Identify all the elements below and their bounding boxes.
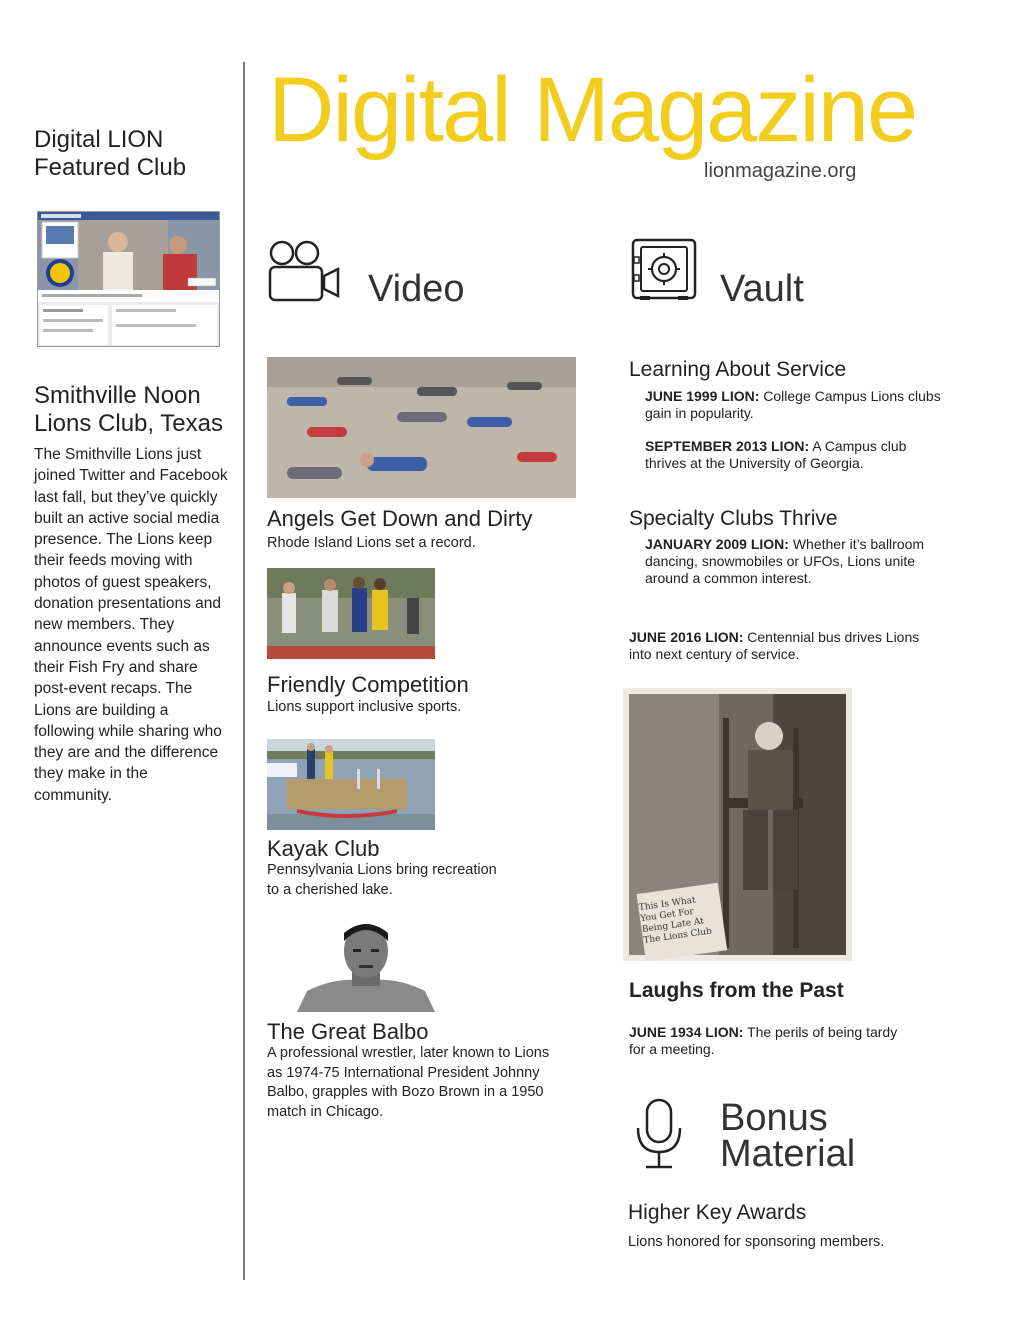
club-title (34, 382, 223, 438)
vault-entry-june-2016[interactable] (629, 629, 919, 663)
column-divider (243, 62, 245, 1280)
sidebar-heading-line2: Featured Club (34, 154, 187, 181)
tardy-sign-text: This Is What You Get For Being Late At The Lions Club (638, 895, 713, 946)
balbo-photo[interactable] (297, 921, 435, 1012)
story-desc-balbo-line1: A professional wrestler, later known to Lions (267, 1045, 550, 1061)
vault-entry-text: thrives at the University of Georgia. (645, 455, 864, 471)
vault-entry-text: Centennial bus drives Lions (743, 629, 920, 645)
kayak-photo[interactable] (267, 739, 435, 830)
sidebar-heading (34, 126, 186, 182)
story-title-competition[interactable]: Friendly Competition (267, 672, 469, 697)
vault-entry-issue: JUNE 1934 LION: (629, 1024, 744, 1040)
facebook-page-thumbnail[interactable] (37, 211, 220, 347)
bonus-label-line1: Bonus (720, 1097, 828, 1139)
vault-entry-text: gain in popularity. (645, 405, 754, 421)
story-title-kayak[interactable]: Kayak Club (267, 836, 380, 861)
vault-entry-text: A Campus club (809, 438, 907, 454)
club-body-text: The Smithville Lions just joined Twitter and Facebook last fall, but they’ve quickly built an active social media presence. The Lions keep their feeds moving with photos of guest speakers, donation presentations and new members. They announce events such as their Fish Fry and share post-event recaps. The Lions are building a following while sharing who they are and the difference they make in the community. (34, 446, 228, 804)
vault-entry-issue: JUNE 1999 LION: (645, 388, 760, 404)
bonus-label (720, 1097, 856, 1175)
club-title-line2: Lions Club, Texas (34, 410, 223, 437)
vault-entry-jan-2009[interactable] (645, 536, 924, 587)
vault-entry-issue: JANUARY 2009 LION: (645, 536, 789, 552)
club-title-line1: Smithville Noon (34, 382, 201, 409)
safe-icon (630, 237, 698, 307)
vault-entry-text: College Campus Lions clubs (759, 388, 941, 404)
vault-section-title-specialty[interactable]: Specialty Clubs Thrive (629, 507, 838, 530)
bonus-item-title[interactable]: Higher Key Awards (628, 1201, 807, 1224)
story-desc-balbo-line4: match in Chicago. (267, 1103, 384, 1120)
vault-entry-text: into next century of service. (629, 646, 800, 662)
vault-entry-text: for a meeting. (629, 1041, 715, 1057)
story-desc-balbo-line2: as 1974-75 International President Johnny (267, 1064, 540, 1081)
magazine-url-link[interactable]: lionmagazine.org (704, 160, 857, 182)
microphone-icon (634, 1098, 684, 1170)
vault-entry-text: dancing, snowmobiles or UFOs, Lions unite (645, 553, 916, 569)
story-desc-competition: Lions support inclusive sports. (267, 699, 462, 715)
vault-entry-text: Whether it’s ballroom (788, 536, 925, 552)
vault-entry-sept-2013[interactable] (645, 438, 906, 472)
sidebar-heading-line1: Digital LION (34, 126, 164, 153)
vault-section-title-laughs[interactable]: Laughs from the Past (629, 979, 844, 1002)
story-desc-balbo-line3: Balbo, grapples with Bozo Brown in a 1950 (267, 1084, 544, 1100)
magazine-title: Digital Magazine (268, 59, 917, 161)
vault-section-title-service[interactable]: Learning About Service (629, 358, 847, 381)
story-title-balbo[interactable]: The Great Balbo (267, 1019, 429, 1044)
vault-label: Vault (720, 268, 804, 310)
video-camera-icon (268, 238, 342, 304)
bonus-item-desc: Lions honored for sponsoring members. (628, 1234, 885, 1250)
facebook-page-image (38, 212, 219, 346)
video-label: Video (368, 268, 465, 310)
story-desc-kayak-line2: to a cherished lake. (267, 881, 393, 898)
vault-entry-june-1999[interactable] (645, 388, 941, 422)
story-desc-balbo (267, 1044, 549, 1122)
vault-entry-text: around a common interest. (645, 570, 812, 586)
vault-entry-issue: SEPTEMBER 2013 LION: (645, 438, 810, 454)
angels-photo[interactable] (267, 357, 576, 498)
vault-entry-june-1934[interactable] (629, 1024, 897, 1058)
competition-photo[interactable] (267, 568, 435, 659)
vault-entry-issue: JUNE 2016 LION: (629, 629, 744, 645)
story-desc-kayak-line1: Pennsylvania Lions bring recreation (267, 862, 497, 878)
story-desc-kayak (267, 861, 497, 900)
laughs-archive-photo[interactable] (623, 688, 852, 961)
vault-entry-text: The perils of being tardy (743, 1024, 898, 1040)
story-title-angels[interactable]: Angels Get Down and Dirty (267, 506, 533, 531)
bonus-label-line2: Material (720, 1133, 856, 1175)
story-desc-angels: Rhode Island Lions set a record. (267, 535, 476, 551)
